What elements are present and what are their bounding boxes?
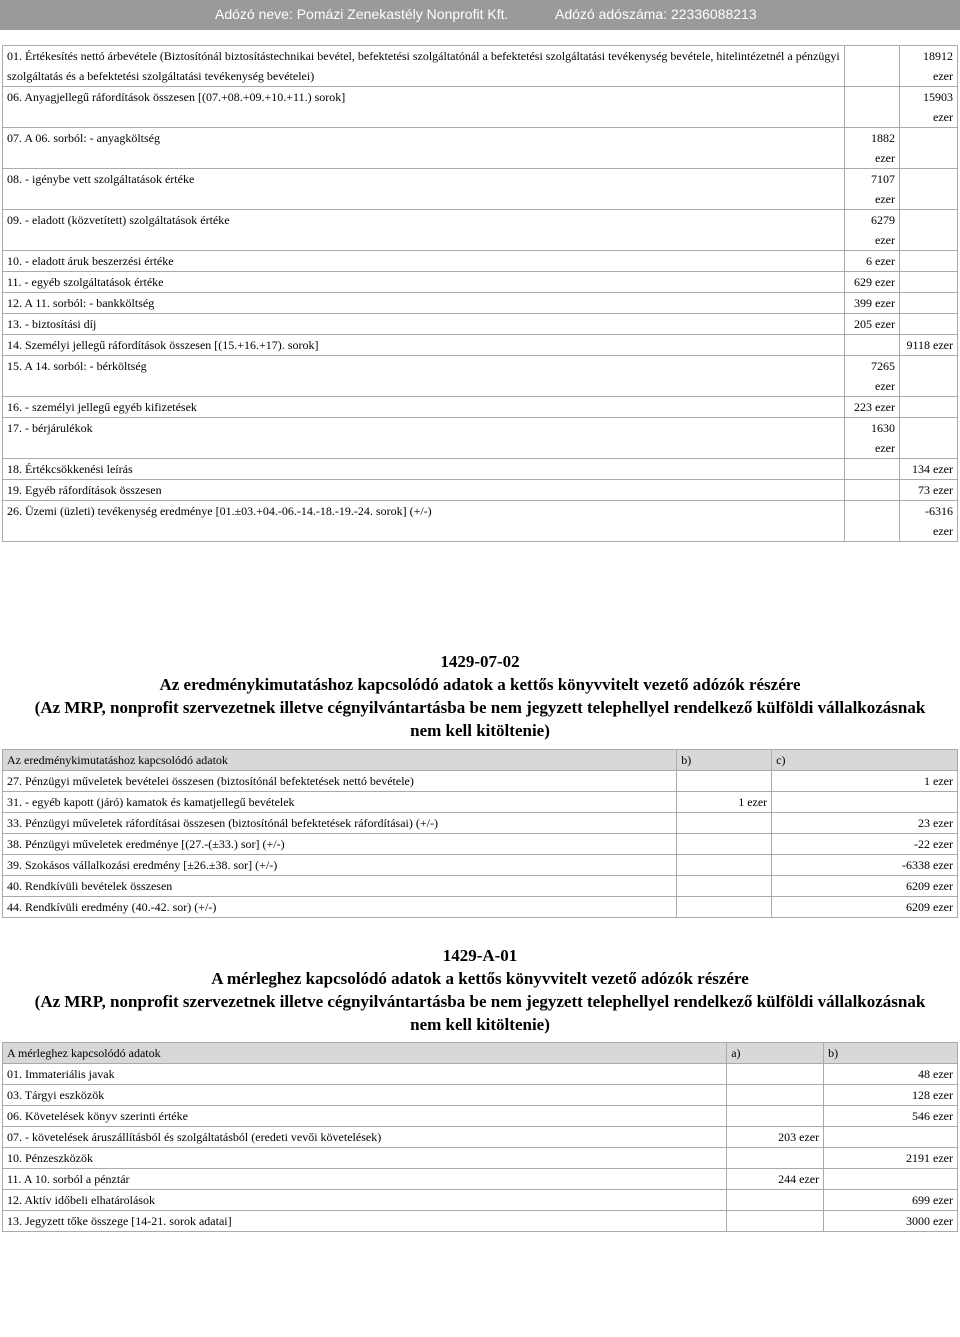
row-label: 33. Pénzügyi műveletek ráfordításai összesen (biztosítónál befektetések ráfordításai) (+/-): [3, 813, 677, 834]
row-label: 11. - egyéb szolgáltatások értéke: [3, 272, 845, 293]
column-header: a): [727, 1043, 824, 1064]
value-c: 23 ezer: [772, 813, 958, 834]
page-header: [0, 0, 960, 30]
value-b: [900, 169, 958, 210]
table-row: [3, 1190, 958, 1211]
value-a: 7265 ezer: [845, 356, 900, 397]
value-c: -22 ezer: [772, 834, 958, 855]
value-b: [824, 1127, 958, 1148]
row-label: 27. Pénzügyi műveletek bevételei összesen (biztosítónál befektetések nettó bevétele): [3, 771, 677, 792]
value-c: 1 ezer: [772, 771, 958, 792]
value-b: [677, 813, 772, 834]
value-b: [900, 210, 958, 251]
row-label: 14. Személyi jellegű ráfordítások összesen [(15.+16.+17). sorok]: [3, 335, 845, 356]
value-a: 244 ezer: [727, 1169, 824, 1190]
row-label: 39. Szokásos vállalkozási eredmény [±26.±38. sor] (+/-): [3, 855, 677, 876]
taxpayer-name: Adózó neve: Pomázi Zenekastély Nonprofit Kft.: [215, 6, 509, 22]
section2-subtitle: (Az MRP, nonprofit szervezetnek illetve cégnyilvántartásba be nem jegyzett telephellyel rendelkező külföldi vállalkozásnak nem kell kitöltenie): [34, 698, 926, 740]
table-row: [3, 314, 958, 335]
value-b: 73 ezer: [900, 480, 958, 501]
row-label: 44. Rendkívüli eredmény (40.-42. sor) (+/-): [3, 897, 677, 918]
row-label: 17. - bérjárulékok: [3, 418, 845, 459]
table-row: [3, 480, 958, 501]
income-related-table: [2, 749, 958, 918]
table-row: [3, 418, 958, 459]
value-b: 128 ezer: [824, 1085, 958, 1106]
value-a: [727, 1106, 824, 1127]
value-b: 15903 ezer: [900, 87, 958, 128]
value-b: [677, 876, 772, 897]
table-header-row: [3, 1043, 958, 1064]
row-label: 38. Pénzügyi műveletek eredménye [(27.-(±33.) sor] (+/-): [3, 834, 677, 855]
row-label: 12. A 11. sorból: - bankköltség: [3, 293, 845, 314]
value-b: [824, 1169, 958, 1190]
row-label: 40. Rendkívüli bevételek összesen: [3, 876, 677, 897]
row-label: 15. A 14. sorból: - bérköltség: [3, 356, 845, 397]
section3-code: 1429-A-01: [442, 946, 518, 965]
value-b: [900, 293, 958, 314]
value-b: 1 ezer: [677, 792, 772, 813]
value-c: 6209 ezer: [772, 897, 958, 918]
table-row: [3, 272, 958, 293]
value-a: [845, 459, 900, 480]
value-b: [900, 128, 958, 169]
table-row: [3, 1148, 958, 1169]
taxpayer-id: Adózó adószáma: 22336088213: [555, 6, 757, 22]
row-label: 16. - személyi jellegű egyéb kifizetések: [3, 397, 845, 418]
row-label: 10. - eladott áruk beszerzési értéke: [3, 251, 845, 272]
value-b: 3000 ezer: [824, 1211, 958, 1232]
row-label: 13. - biztosítási díj: [3, 314, 845, 335]
value-a: [727, 1085, 824, 1106]
row-label: 06. Anyagjellegű ráfordítások összesen [(07.+08.+09.+10.+11.) sorok]: [3, 87, 845, 128]
row-label: 19. Egyéb ráfordítások összesen: [3, 480, 845, 501]
value-b: 48 ezer: [824, 1064, 958, 1085]
value-b: 134 ezer: [900, 459, 958, 480]
value-a: 205 ezer: [845, 314, 900, 335]
value-a: 629 ezer: [845, 272, 900, 293]
value-c: [772, 792, 958, 813]
row-label: 09. - eladott (közvetített) szolgáltatások értéke: [3, 210, 845, 251]
value-a: [845, 480, 900, 501]
section3-subtitle: (Az MRP, nonprofit szervezetnek illetve cégnyilvántartásba be nem jegyzett telephellyel rendelkező külföldi vállalkozásnak nem kell kitöltenie): [34, 992, 926, 1034]
income-table: [2, 45, 958, 542]
value-b: 699 ezer: [824, 1190, 958, 1211]
value-b: [900, 418, 958, 459]
row-label: 01. Immateriális javak: [3, 1064, 727, 1085]
row-label: 10. Pénzeszközök: [3, 1148, 727, 1169]
balance-related-table: [2, 1042, 958, 1232]
value-b: [900, 314, 958, 335]
table-row: [3, 834, 958, 855]
row-label: 07. A 06. sorból: - anyagköltség: [3, 128, 845, 169]
value-a: 223 ezer: [845, 397, 900, 418]
value-a: [727, 1190, 824, 1211]
table-row: [3, 876, 958, 897]
value-b: [900, 251, 958, 272]
section3-heading: [0, 944, 960, 1036]
row-label: 18. Értékcsökkenési leírás: [3, 459, 845, 480]
table-row: [3, 128, 958, 169]
table-row: [3, 813, 958, 834]
value-a: [845, 501, 900, 542]
value-a: [727, 1064, 824, 1085]
row-label: 11. A 10. sorból a pénztár: [3, 1169, 727, 1190]
table-row: [3, 1169, 958, 1190]
table-row: [3, 251, 958, 272]
value-c: -6338 ezer: [772, 855, 958, 876]
row-label: 13. Jegyzett tőke összege [14-21. sorok adatai]: [3, 1211, 727, 1232]
value-b: [900, 272, 958, 293]
row-label: 12. Aktív időbeli elhatárolások: [3, 1190, 727, 1211]
table-row: [3, 459, 958, 480]
value-b: -6316 ezer: [900, 501, 958, 542]
table-row: [3, 46, 958, 87]
value-b: [900, 356, 958, 397]
value-b: 546 ezer: [824, 1106, 958, 1127]
table-row: [3, 356, 958, 397]
row-label: 07. - követelések áruszállításból és szolgáltatásból (eredeti vevői követelések): [3, 1127, 727, 1148]
value-a: 203 ezer: [727, 1127, 824, 1148]
value-b: [900, 397, 958, 418]
column-header: A mérleghez kapcsolódó adatok: [3, 1043, 727, 1064]
row-label: 31. - egyéb kapott (járó) kamatok és kamatjellegű bevételek: [3, 792, 677, 813]
row-label: 06. Követelések könyv szerinti értéke: [3, 1106, 727, 1127]
table-row: [3, 210, 958, 251]
value-b: 18912 ezer: [900, 46, 958, 87]
table-row: [3, 855, 958, 876]
value-a: 1882 ezer: [845, 128, 900, 169]
table-row: [3, 335, 958, 356]
column-header: b): [824, 1043, 958, 1064]
table-row: [3, 87, 958, 128]
value-a: [845, 335, 900, 356]
value-b: [677, 855, 772, 876]
table-row: [3, 1211, 958, 1232]
table-row: [3, 1085, 958, 1106]
value-a: 6 ezer: [845, 251, 900, 272]
value-b: [677, 834, 772, 855]
table-row: [3, 1127, 958, 1148]
table-row: [3, 771, 958, 792]
section3-title: A mérleghez kapcsolódó adatok a kettős könyvvitelt vezető adózók részére: [211, 969, 749, 988]
value-b: [677, 897, 772, 918]
value-b: 9118 ezer: [900, 335, 958, 356]
column-header: b): [677, 750, 772, 771]
row-label: 03. Tárgyi eszközök: [3, 1085, 727, 1106]
table-row: [3, 293, 958, 314]
table-header-row: [3, 750, 958, 771]
section2-heading: [0, 650, 960, 742]
table-row: [3, 397, 958, 418]
value-c: 6209 ezer: [772, 876, 958, 897]
value-a: 6279 ezer: [845, 210, 900, 251]
value-a: [727, 1211, 824, 1232]
value-a: 7107 ezer: [845, 169, 900, 210]
section2-title: Az eredménykimutatáshoz kapcsolódó adatok a kettős könyvvitelt vezető adózók részére: [159, 675, 801, 694]
value-b: 2191 ezer: [824, 1148, 958, 1169]
row-label: 08. - igénybe vett szolgáltatások értéke: [3, 169, 845, 210]
value-a: [845, 87, 900, 128]
value-a: [727, 1148, 824, 1169]
section2-code: 1429-07-02: [440, 652, 520, 671]
table-row: [3, 897, 958, 918]
table-row: [3, 1106, 958, 1127]
table-row: [3, 792, 958, 813]
column-header: Az eredménykimutatáshoz kapcsolódó adatok: [3, 750, 677, 771]
table-row: [3, 501, 958, 542]
table-row: [3, 1064, 958, 1085]
value-b: [677, 771, 772, 792]
row-label: 01. Értékesítés nettó árbevétele (Biztosítónál biztosítástechnikai bevétel, befektetési szolgáltatónál a befektetési szolgáltatási tevékenység bevétele, hitelintézetnél a pénzügyi szolgáltatás és a befektetési szolgáltatási tevékenység bevételei): [3, 46, 845, 87]
value-a: 1630 ezer: [845, 418, 900, 459]
row-label: 26. Üzemi (üzleti) tevékenység eredménye [01.±03.+04.-06.-14.-18.-19.-24. sorok] (+/-): [3, 501, 845, 542]
value-a: [845, 46, 900, 87]
column-header: c): [772, 750, 958, 771]
value-a: 399 ezer: [845, 293, 900, 314]
table-row: [3, 169, 958, 210]
